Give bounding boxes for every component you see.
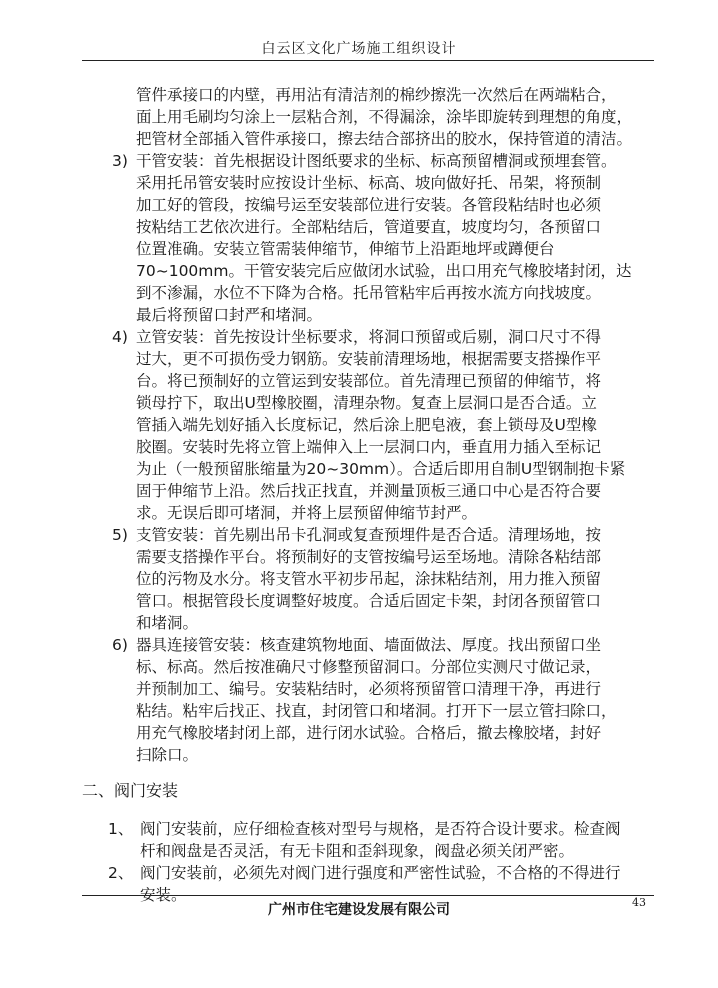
item-number-6: 6) (112, 636, 128, 654)
item-6-line-4: 粘结。粘牢后找正、找直，封闭管口和堵洞。打开下一层立管扫除口， (136, 702, 617, 720)
item-5-line-4: 管口。根据管段长度调整好坡度。合适后固定卡架，封闭各预留管口 (136, 592, 602, 610)
item-3-line-1: 干管安装：首先根据设计图纸要求的坐标、标高预留槽洞或预埋套管。 (136, 152, 617, 170)
item-4-line-4: 锁母拧下，取出U型橡胶圈，清理杂物。复查上层洞口是否合适。立 (136, 394, 597, 412)
valve-item-1-line-2: 杆和阀盘是否灵活，有无卡阻和歪斜现象，阀盘必须关闭严密。 (140, 842, 575, 860)
valve-item-1-line-1: 阀门安装前，应仔细检查核对型号与规格，是否符合设计要求。检查阀 (140, 820, 621, 838)
section-heading: 二、阀门安装 (82, 781, 179, 800)
header-rule (82, 60, 654, 61)
item-5-line-5: 和堵洞。 (136, 614, 199, 632)
item-3-line-2: 采用托吊管安装时应按设计坐标、标高、坡向做好托、吊架，将预制 (136, 174, 602, 192)
item-5-line-2: 需要支搭操作平台。将预制好的支管按编号运至场地。清除各粘结部 (136, 548, 602, 566)
item-3-line-6: 70~100mm。干管安装完后应做闭水试验，出口用充气橡胶堵封闭，达 (136, 262, 632, 280)
item-4-line-7: 为止（一般预留胀缩量为20~30mm）。合适后即用自制U型钢制抱卡紧 (136, 460, 626, 478)
item-6-line-3: 并预制加工、编号。安装粘结时，必须将预留管口清理干净，再进行 (136, 680, 602, 698)
item-number-3: 3) (112, 152, 128, 170)
item-5-line-3: 位的污物及水分。将支管水平初步吊起，涂抹粘结剂，用力推入预留 (136, 570, 602, 588)
page-number: 43 (632, 896, 646, 909)
item-number-4: 4) (112, 328, 128, 346)
cont-line-1: 管件承接口的内壁，再用沾有清洁剂的棉纱擦洗一次然后在两端粘合， (136, 86, 617, 104)
valve-item-number-1: 1、 (108, 820, 134, 838)
item-3-line-5: 位置准确。安装立管需装伸缩节，伸缩节上沿距地坪或蹲便台 (136, 240, 555, 258)
item-3-line-8: 最后将预留口封严和堵洞。 (136, 306, 323, 324)
item-6-line-6: 扫除口。 (136, 746, 199, 764)
cont-line-2: 面上用毛刷均匀涂上一层粘合剂，不得漏涂，涂毕即旋转到理想的角度， (136, 108, 633, 126)
running-header: 白云区文化广场施工组织设计 (261, 41, 457, 57)
item-4-line-1: 立管安装：首先按设计坐标要求，将洞口预留或后剔，洞口尺寸不得 (136, 328, 602, 346)
cont-line-3: 把管材全部插入管件承接口，擦去结合部挤出的胶水，保持管道的清洁。 (136, 130, 633, 148)
item-4-line-8: 固于伸缩节上沿。然后找正找直，并测量顶板三通口中心是否符合要 (136, 482, 602, 500)
footer-rule (82, 895, 654, 896)
item-6-line-5: 用充气橡胶堵封闭上部，进行闭水试验。合格后，撤去橡胶堵，封好 (136, 724, 602, 742)
valve-item-2-line-2: 安装。 (140, 886, 187, 904)
item-6-line-1: 器具连接管安装：核查建筑物地面、墙面做法、厚度。找出预留口坐 (136, 636, 602, 654)
item-6-line-2: 标、标高。然后按准确尺寸修整预留洞口。分部位实测尺寸做记录， (136, 658, 602, 676)
item-3-line-3: 加工好的管段，按编号运至安装部位进行安装。各管段粘结时也必须 (136, 196, 602, 214)
item-4-line-9: 求。无误后即可堵洞，并将上层预留伸缩节封严。 (136, 504, 478, 522)
item-3-line-4: 按粘结工艺依次进行。全部粘结后，管道要直，坡度均匀，各预留口 (136, 218, 602, 236)
footer-company-name: 广州市住宅建设发展有限公司 (268, 902, 450, 918)
item-4-line-6: 胶圈。安装时先将立管上端伸入上一层洞口内，垂直用力插入至标记 (136, 438, 602, 456)
item-3-line-7: 到不渗漏，水位不下降为合格。托吊管粘牢后再按水流方向找坡度。 (136, 284, 602, 302)
item-4-line-5: 管插入端先划好插入长度标记，然后涂上肥皂液，套上锁母及U型橡 (136, 416, 597, 434)
item-number-5: 5) (112, 526, 128, 544)
item-4-line-2: 过大，更不可损伤受力钢筋。安装前清理场地，根据需要支搭操作平 (136, 350, 602, 368)
valve-item-2-line-1: 阀门安装前，必须先对阀门进行强度和严密性试验，不合格的不得进行 (140, 864, 621, 882)
valve-item-number-2: 2、 (108, 864, 134, 882)
item-5-line-1: 支管安装：首先剔出吊卡孔洞或复查预埋件是否合适。清理场地，按 (136, 526, 602, 544)
item-4-line-3: 台。将已预制好的立管运到安装部位。首先清理已预留的伸缩节，将 (136, 372, 602, 390)
